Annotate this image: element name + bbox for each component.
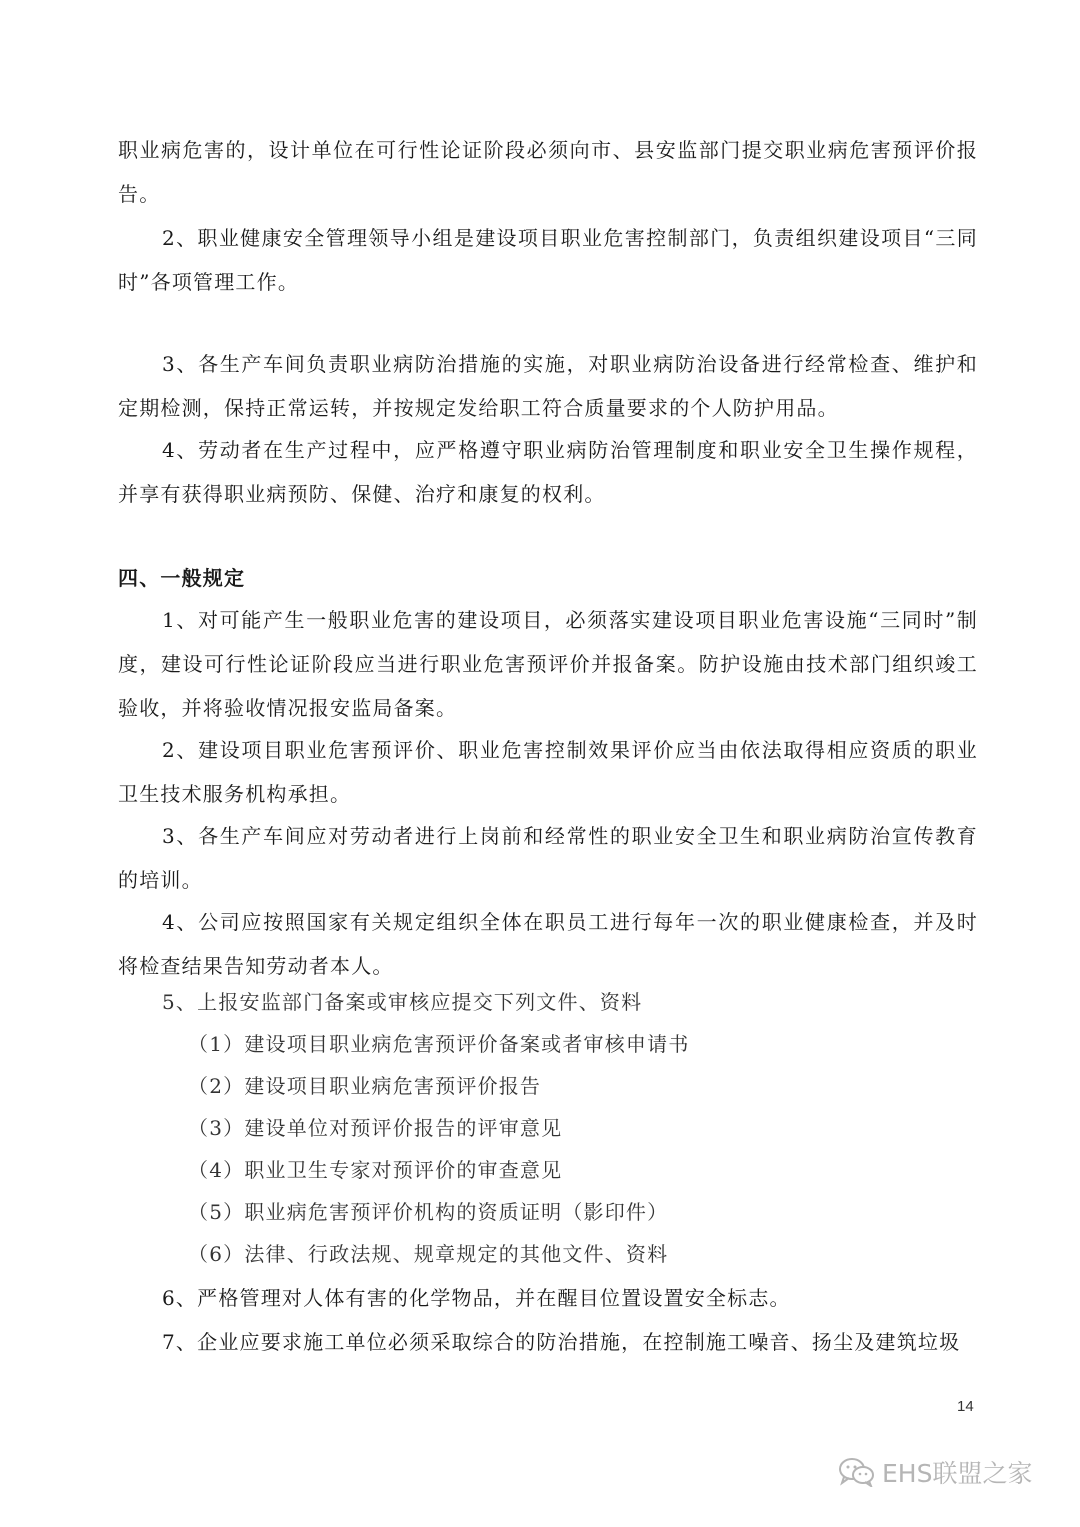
watermark-text: EHS联盟之家 [882, 1459, 1033, 1488]
wechat-icon [838, 1457, 876, 1487]
page-number: 14 [957, 1398, 974, 1415]
rule-item-7: 7、企业应要求施工单位必须采取综合的防治措施，在控制施工噪音、扬尘及建筑垃圾 [162, 1330, 961, 1354]
rule-item-5: 5、上报安监部门备案或审核应提交下列文件、资料 [162, 990, 643, 1014]
watermark [838, 1454, 1032, 1490]
paragraph-item-3: 3、各生产车间负责职业病防治措施的实施，对职业病防治设备进行经常检查、维护和定期检测，保持正常运转，并按规定发给职工符合质量要求的个人防护用品。 [118, 352, 978, 420]
sub-item-3: （3）建设单位对预评价报告的评审意见 [188, 1116, 563, 1140]
section-heading: 四、一般规定 [118, 566, 246, 590]
sub-item-5: （5）职业病危害预评价机构的资质证明（影印件） [188, 1200, 669, 1224]
rule-item-2: 2、建设项目职业危害预评价、职业危害控制效果评价应当由依法取得相应资质的职业卫生技术服务机构承担。 [118, 738, 978, 806]
sub-item-6: （6）法律、行政法规、规章规定的其他文件、资料 [188, 1242, 669, 1266]
rule-item-1: 1、对可能产生一般职业危害的建设项目，必须落实建设项目职业危害设施“三同时”制度，建设可行性论证阶段应当进行职业危害预评价并报备案。防护设施由技术部门组织竣工验收，并将验收情况报安监局备案。 [118, 608, 978, 720]
rule-item-6: 6、严格管理对人体有害的化学物品，并在醒目位置设置安全标志。 [162, 1286, 791, 1310]
sub-item-4: （4）职业卫生专家对预评价的审查意见 [188, 1158, 563, 1182]
rule-item-4: 4、公司应按照国家有关规定组织全体在职员工进行每年一次的职业健康检查，并及时将检查结果告知劳动者本人。 [118, 910, 978, 978]
paragraph-item-4: 4、劳动者在生产过程中，应严格遵守职业病防治管理制度和职业安全卫生操作规程，并享有获得职业病预防、保健、治疗和康复的权利。 [118, 438, 978, 506]
sub-item-1: （1）建设项目职业病危害预评价备案或者审核申请书 [188, 1032, 690, 1056]
paragraph-item-2: 2、职业健康安全管理领导小组是建设项目职业危害控制部门，负责组织建设项目“三同时”各项管理工作。 [118, 226, 978, 294]
rule-item-3: 3、各生产车间应对劳动者进行上岗前和经常性的职业安全卫生和职业病防治宣传教育的培训。 [118, 824, 978, 892]
paragraph-continuation: 职业病危害的，设计单位在可行性论证阶段必须向市、县安监部门提交职业病危害预评价报告。 [118, 138, 978, 206]
sub-item-2: （2）建设项目职业病危害预评价报告 [188, 1074, 542, 1098]
